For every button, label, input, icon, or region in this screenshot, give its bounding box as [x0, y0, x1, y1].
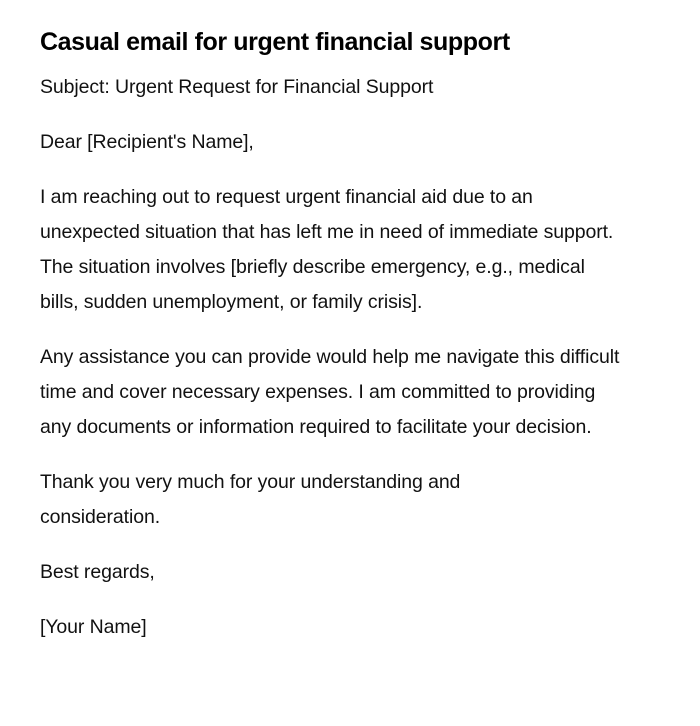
body-paragraph-assistance: Any assistance you can provide would help me navigate this difficult time and cover necessary expenses. I am committed to providing any documents or information required to facilitate your decision. — [40, 346, 620, 438]
body-paragraph-thanks: Thank you very much for your understanding and consideration. — [40, 471, 461, 528]
email-greeting: Dear [Recipient's Name], — [40, 131, 254, 153]
email-signature: [Your Name] — [40, 616, 147, 638]
email-subject: Subject: Urgent Request for Financial Support — [40, 76, 434, 98]
body-paragraph-request: I am reaching out to request urgent financial aid due to an unexpected situation that has left me in need of immediate support. The situation involves [briefly describe emergency, e.g., medical bills, sudden unemployment, or family crisis]. — [40, 186, 614, 313]
email-closing: Best regards, — [40, 561, 155, 583]
document-title: Casual email for urgent financial support — [40, 28, 510, 56]
